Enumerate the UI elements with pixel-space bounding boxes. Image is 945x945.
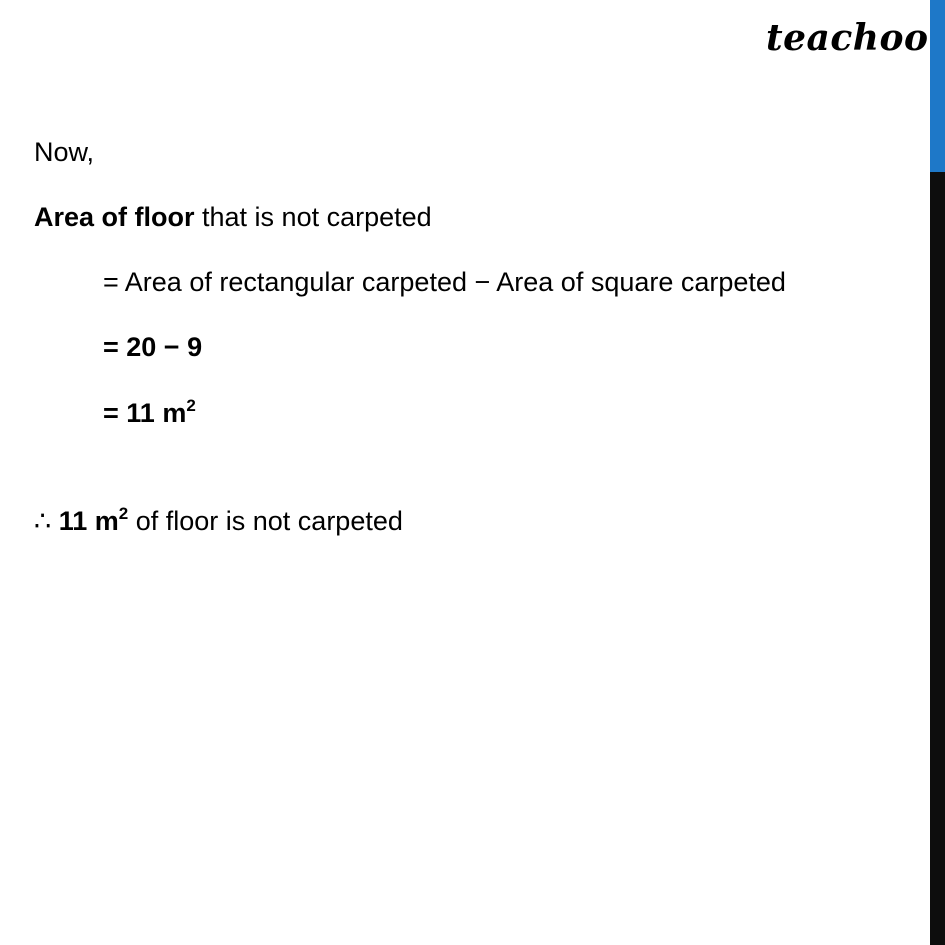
text-now: Now,: [34, 137, 95, 167]
conclusion: [34, 504, 403, 542]
conclusion-rest: of floor is not carpeted: [128, 506, 403, 536]
result-exponent: 2: [186, 396, 196, 415]
conclusion-value: 11 m: [58, 506, 119, 536]
text-area-of-floor: [34, 200, 432, 234]
area-of-floor-rest: that is not carpeted: [194, 202, 432, 232]
teachoo-logo: teachoo: [766, 17, 929, 59]
conclusion-exponent: 2: [118, 504, 129, 523]
equation-area-difference: = Area of rectangular carpeted − Area of square carpeted: [103, 267, 786, 297]
right-side-bar: [930, 0, 945, 945]
result-value: = 11 m: [103, 398, 187, 428]
equation-20-minus-9: = 20 − 9: [103, 332, 203, 362]
equation-result: [103, 396, 196, 434]
right-side-bar-accent: [930, 0, 945, 172]
therefore-symbol: ∴: [34, 506, 59, 536]
area-of-floor-bold: Area of floor: [34, 202, 195, 232]
